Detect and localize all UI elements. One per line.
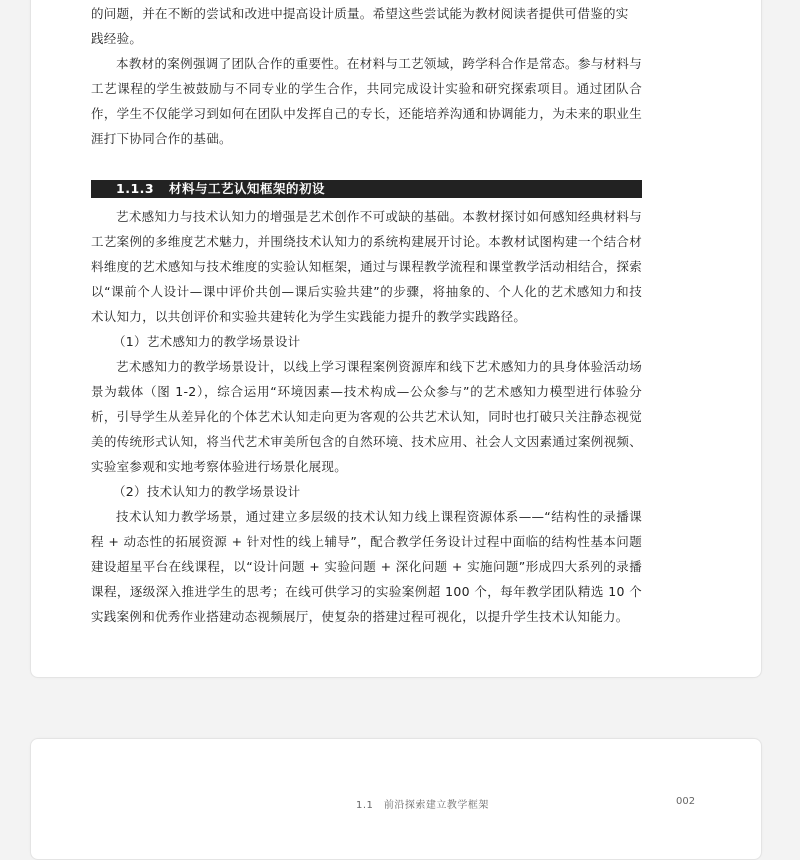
- document-page-next: [30, 738, 762, 860]
- text-line: 的问题，并在不断的尝试和改进中提高设计质量。希望这些尝试能为教材阅读者提供可借鉴的实: [91, 6, 629, 21]
- subheading-tech-cognition: （2）技术认知力的教学场景设计: [113, 484, 301, 499]
- paragraph-continued: [91, 1, 642, 51]
- paragraph-teamwork: 本教材的案例强调了团队合作的重要性。在材料与工艺领域，跨学科合作是常态。参与材料与工艺课程的学生被鼓励与不同专业的学生合作，共同完成设计实验和研究探索项目。通过团队合作，学生不仅能学习到如何在团队中发挥自己的专长，还能培养沟通和协调能力，为未来的职业生涯打下协同合作的基础。: [91, 56, 642, 146]
- section-number: 1.1.3: [116, 181, 155, 196]
- section-heading: [91, 180, 642, 198]
- running-header: 1.1 前沿探索建立教学框架: [356, 800, 489, 811]
- page-content: [91, 1, 642, 629]
- paragraph-framework: 艺术感知力与技术认知力的增强是艺术创作不可或缺的基础。本教材探讨如何感知经典材料与工艺案例的多维度艺术魅力，并围绕技术认知力的系统构建展开讨论。本教材试图构建一个结合材料维度的艺术感知与技术维度的实验认知框架，通过与课程教学流程和课堂教学活动相结合，探索以“课前个人设计—课中评价共创—课后实验共建”的步骤，将抽象的、个人化的艺术感知力和技术认知力，以共创评价和实验共建转化为学生实践能力提升的教学实践路径。: [91, 209, 642, 324]
- page-number: 002: [676, 796, 696, 807]
- document-page: [30, 0, 762, 678]
- subheading-art-perception: （1）艺术感知力的教学场景设计: [113, 334, 301, 349]
- paragraph-tech-cognition: 技术认知力教学场景，通过建立多层级的技术认知力线上课程资源体系——“结构性的录播课程 + 动态性的拓展资源 + 针对性的线上辅导”，配合教学任务设计过程中面临的结构性基本问题建设超星平台在线课程，以“设计问题 + 实验问题 + 深化问题 + 实施问题”形成四大系列的录播课程，逐级深入推进学生的思考；在线可供学习的实验案例超 100 个，每年教学团队精选 10 个实践案例和优秀作业搭建动态视频展厅，使复杂的搭建过程可视化，以提升学生技术认知能力。: [91, 509, 642, 624]
- section-title: 材料与工艺认知框架的初设: [168, 181, 325, 196]
- text-line: 践经验。: [91, 31, 143, 46]
- paragraph-art-perception: 艺术感知力的教学场景设计，以线上学习课程案例资源库和线下艺术感知力的具身体验活动场景为载体（图 1-2），综合运用“环境因素—技术构成—公众参与”的艺术感知力模型进行体验分析，引导学生从差异化的个体艺术认知走向更为客观的公共艺术认知，同时也打破只关注静态视觉美的传统形式认知，将当代艺术审美所包含的自然环境、技术应用、社会人文因素通过案例视频、实验室参观和实地考察体验进行场景化展现。: [91, 359, 642, 474]
